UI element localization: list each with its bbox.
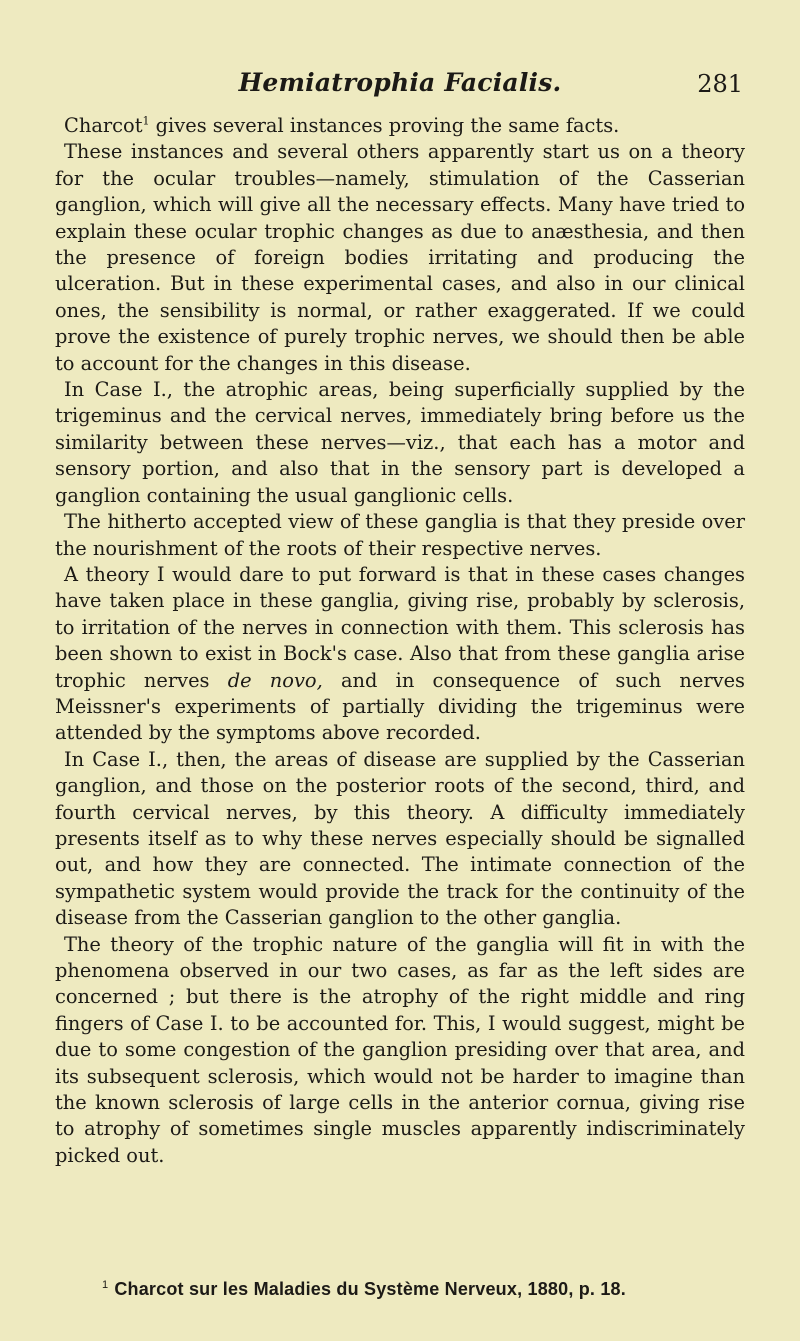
running-title: Hemiatrophia Facialis.: [238, 68, 562, 97]
footnote-text: Charcot sur les Maladies du Système Nerveux, 1880, p. 18.: [114, 1279, 626, 1299]
footnote: [102, 1279, 752, 1300]
running-head: [0, 68, 800, 104]
paragraph-7: The theory of the trophic nature of the ganglia will fit in with the phenomena observed in our two cases, as far as the left sides are concerned ; but there is the atrophy of the right middle and ring fingers of Case I. to be accounted for. This, I would suggest, might be due to some congestion of the ganglion presiding over that area, and its subsequent sclerosis, which would not be harder to imagine than the known sclerosis of large cells in the anterior cornua, giving rise to atrophy of sometimes single muscles apparently indiscriminately picked out.: [55, 932, 745, 1167]
paragraph-4: The hitherto accepted view of these ganglia is that they preside over the nourishment of the roots of their respective nerves.: [55, 510, 745, 560]
paragraph-6: In Case I., then, the areas of disease are supplied by the Casserian ganglion, and those on the posterior roots of the second, third, and fourth cervical nerves, by this theory. A difficulty immediately presents itself as to why these nerves especially should be signalled out, and how they are connected. The intimate connection of the sympathetic system would provide the track for the continuity of the disease from the Casserian ganglion to the other ganglia.: [55, 747, 745, 930]
paragraph-3: In Case I., the atrophic areas, being superficially supplied by the trigeminus and the cervical nerves, immediately bring before us the similarity between these nerves—viz., that each has a motor and sensory portion, and also that in the sensory part is developed a ganglion containing the usual ganglionic cells.: [55, 378, 745, 507]
body-text: [55, 113, 745, 1169]
paragraph-1: [55, 113, 745, 139]
paragraph-2: These instances and several others apparently start us on a theory for the ocular troubles—namely, stimulation of the Casserian ganglion, which will give all the necessary effects. Many have tried to explain these ocular trophic changes as due to anæsthesia, and then the presence of foreign bodies irritating and producing the ulceration. But in these experimental cases, and also in our clinical ones, the sensibility is normal, or rather exaggerated. If we could prove the existence of purely trophic nerves, we should then be able to account for the changes in this disease.: [55, 140, 745, 375]
footnote-ref: 1: [142, 114, 150, 128]
p1-text-end: gives several instances proving the same facts.: [149, 114, 620, 137]
p1-text-start: Charcot: [64, 114, 143, 137]
page-number: 281: [697, 70, 743, 98]
p5-text-start: A theory I would dare to put forward is that in these cases changes have taken place in these ganglia, giving rise, probably by sclerosis, to irritation of the nerves in connection with them. This sclerosis has been shown to exist in Bock's case. Also that from these ganglia arise trophic nerves: [55, 562, 745, 692]
p5-text-end: and in consequence of such nerves Meissner's experiments of partially dividing the trigeminus were attended by the symptoms above recorded.: [55, 668, 745, 745]
paragraph-5: [55, 562, 745, 747]
p5-italic-phrase: de novo,: [227, 668, 323, 692]
footnote-number: 1: [102, 1279, 109, 1291]
